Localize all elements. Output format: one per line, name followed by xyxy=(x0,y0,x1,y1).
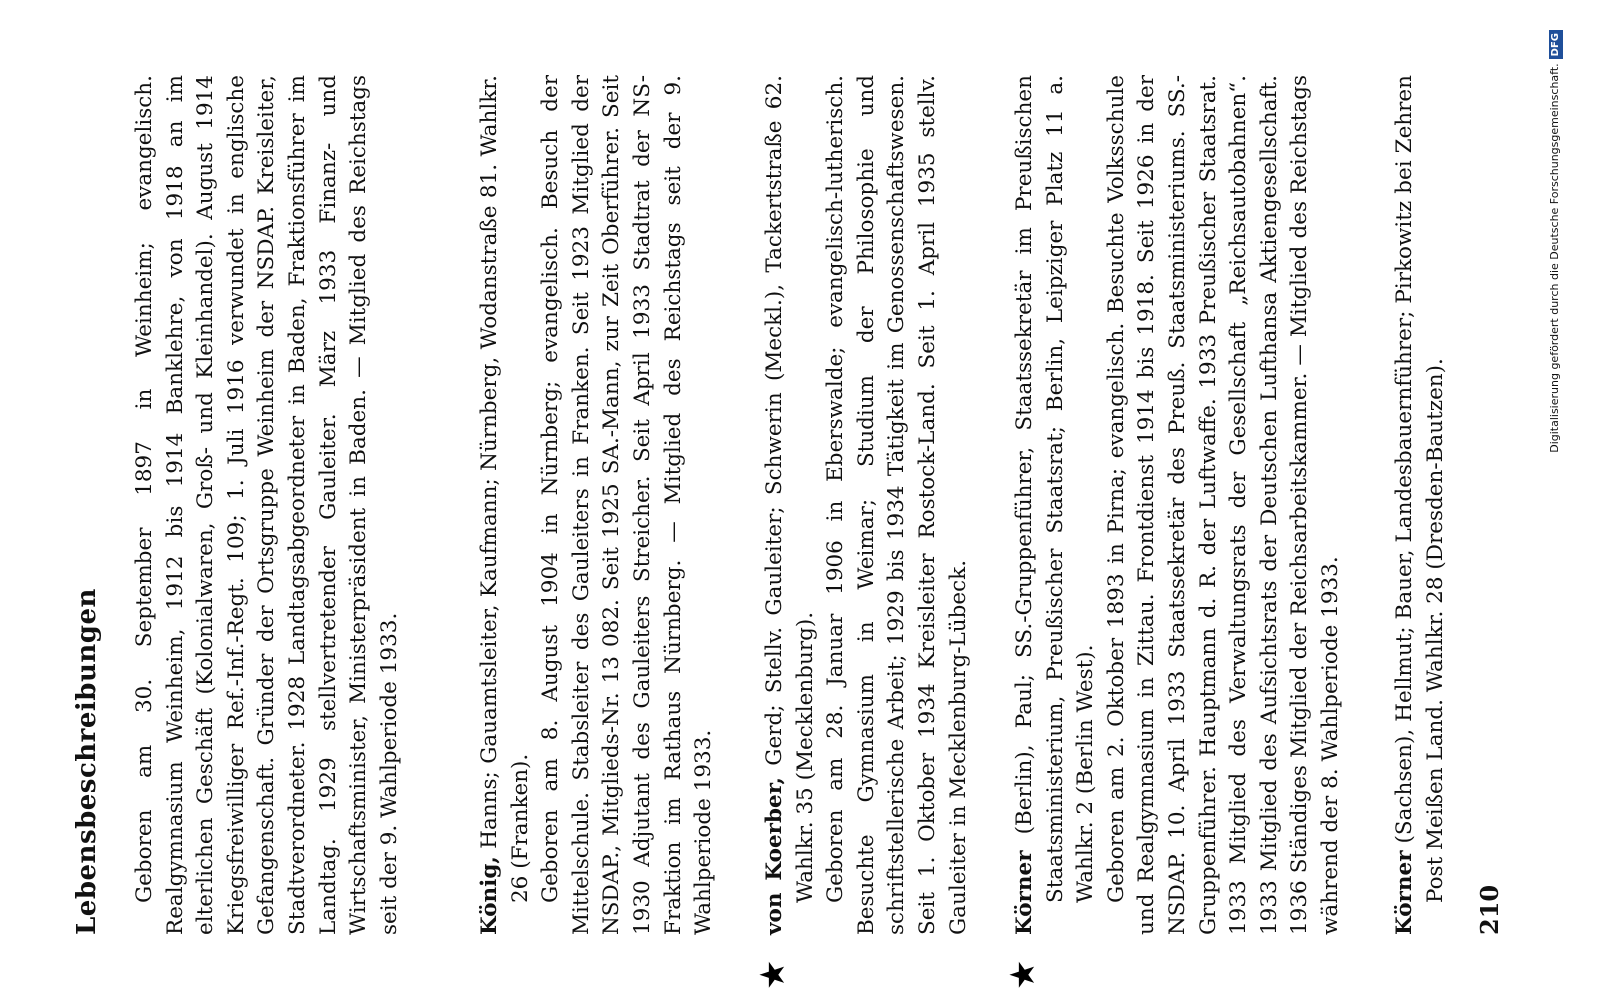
entry-4-name: Körner xyxy=(1012,850,1037,935)
entry-5-head: (Sachsen), Hellmut; Bauer, Landesbauernführer; Pirkowitz bei Zehren Post Meißen Land. Wahlkr. 28 (Dresden-Bautzen). xyxy=(1392,75,1448,903)
biography-entry-koerner-berlin xyxy=(1003,75,1347,990)
biography-entry-koerber xyxy=(753,75,974,990)
entry-2-name: König, xyxy=(477,856,502,935)
star-icon: ★ xyxy=(753,959,793,990)
entry-5-name: Körner xyxy=(1392,850,1417,935)
entry-4-body: Geboren am 2. Oktober 1893 in Pirna; evangelisch. Besuchte Volksschule und Realgymnasium in Zittau. Frontdienst 1914 bis 1918. Seit 1926 in der NSDAP. 10. April 1933 Staatssekretär des Preuß. Staatsministeriums. SS.-Gruppenführer. Hauptmann d. R. der Luftwaffe. 1933 Preußischer Staatsrat. 1933 Mitglied des Verwaltungsrats der Gesellschaft „Reichsautobahnen“. 1933 Mitglied des Aufsichtsrats der Deutschen Lufthansa Aktiengesellschaft. 1936 Ständiges Mitglied der Reichsarbeitskammer. — Mitglied des Reichstags während der 8. Wahlperiode 1933. xyxy=(1103,75,1343,935)
entry-3-body: Geboren am 28. Januar 1906 in Eberswalde; evangelisch-lutherisch. Besuchte Gymnasium in Weimar; Studium der Philosophie und schriftstellerische Arbeit; 1929 bis 1934 Tätigkeit im Genossenschaftswesen. Seit 1. Oktober 1934 Kreisleiter Rostock-Land. Seit 1. April 1935 stellv. Gauleiter in Mecklenburg-Lübeck. xyxy=(823,75,971,935)
entry-3-head: Gerd; Stellv. Gauleiter; Schwerin (Meckl.), Tackertstraße 62. Wahlkr. 35 (Mecklenburg). xyxy=(762,75,818,903)
entry-3-name: von Koerber, xyxy=(762,777,787,935)
entry-1-body: Geboren am 30. September 1897 in Weinheim; evangelisch. Realgymnasium Weinheim, 1912 bis 1914 Banklehre, von 1918 an im elterlichen Geschäft (Kolonialwaren, Groß- und Kleinhandel). August 1914 Kriegsfreiwilliger Ref.-Inf.-Regt. 109; 1. Juli 1916 verwundet in englische Gefangenschaft. Gründer der Ortsgruppe Weinheim der NSDAP. Kreisleiter, Stadtverordneter. 1928 Landtagsabgeordneter in Baden, Fraktionsführer im Landtag. 1929 stellvertretender Gauleiter. März 1933 Finanz- und Wirtschaftsminister, Ministerpräsident in Baden. — Mitglied des Reichstags seit der 9. Wahlperiode 1933. xyxy=(132,75,402,935)
digitization-note xyxy=(1545,0,1585,1000)
biography-entry-koenig xyxy=(475,75,720,935)
entry-5-heading xyxy=(1390,75,1451,935)
entry-4-head: (Berlin), Paul; SS.-Gruppenführer, Staatssekretär im Preußischen Staatsministerium, Preußischer Staatsrat; Berlin, Leipziger Platz 11 a. Wahlkr. 2 (Berlin West). xyxy=(1012,75,1099,903)
digitization-note-text: Digitalisierung gefördert durch die Deutsche Forschungsgemeinschaft.DFG xyxy=(1545,30,1565,990)
star-icon: ★ xyxy=(1003,959,1043,990)
biography-entry-koerner-sachsen xyxy=(1390,75,1451,935)
dfg-logo: DFG xyxy=(1549,30,1563,59)
entry-2-head: Hanns; Gauamtsleiter, Kaufmann; Nürnberg, Wodanstraße 81. Wahlkr. 26 (Franken). xyxy=(477,75,533,903)
entry-4-heading xyxy=(1010,75,1102,935)
digitization-note-label: Digitalisierung gefördert durch die Deutsche Forschungsgemeinschaft xyxy=(1548,66,1561,453)
page-number: 210 xyxy=(1475,884,1504,935)
biography-entry-1 xyxy=(130,75,405,935)
entry-2-body: Geboren am 8. August 1904 in Nürnberg; evangelisch. Besuch der Mittelschule. Stabsleiter des Gauleiters in Franken. Seit 1923 Mitglied der NSDAP., Mitglieds-Nr. 13 082. Seit 1925 SA.-Mann, zur Zeit Oberführer. Seit 1930 Adjutant des Gauleiters Streicher. Seit April 1933 Stadtrat der NS-Fraktion im Rathaus Nürnberg. — Mitglied des Reichstags seit der 9. Wahlperiode 1933. xyxy=(538,75,717,935)
entry-3-heading xyxy=(760,75,821,935)
entry-2-heading xyxy=(475,75,536,935)
rotated-page xyxy=(70,35,1510,990)
page-header: Lebensbeschreibungen xyxy=(72,588,102,935)
